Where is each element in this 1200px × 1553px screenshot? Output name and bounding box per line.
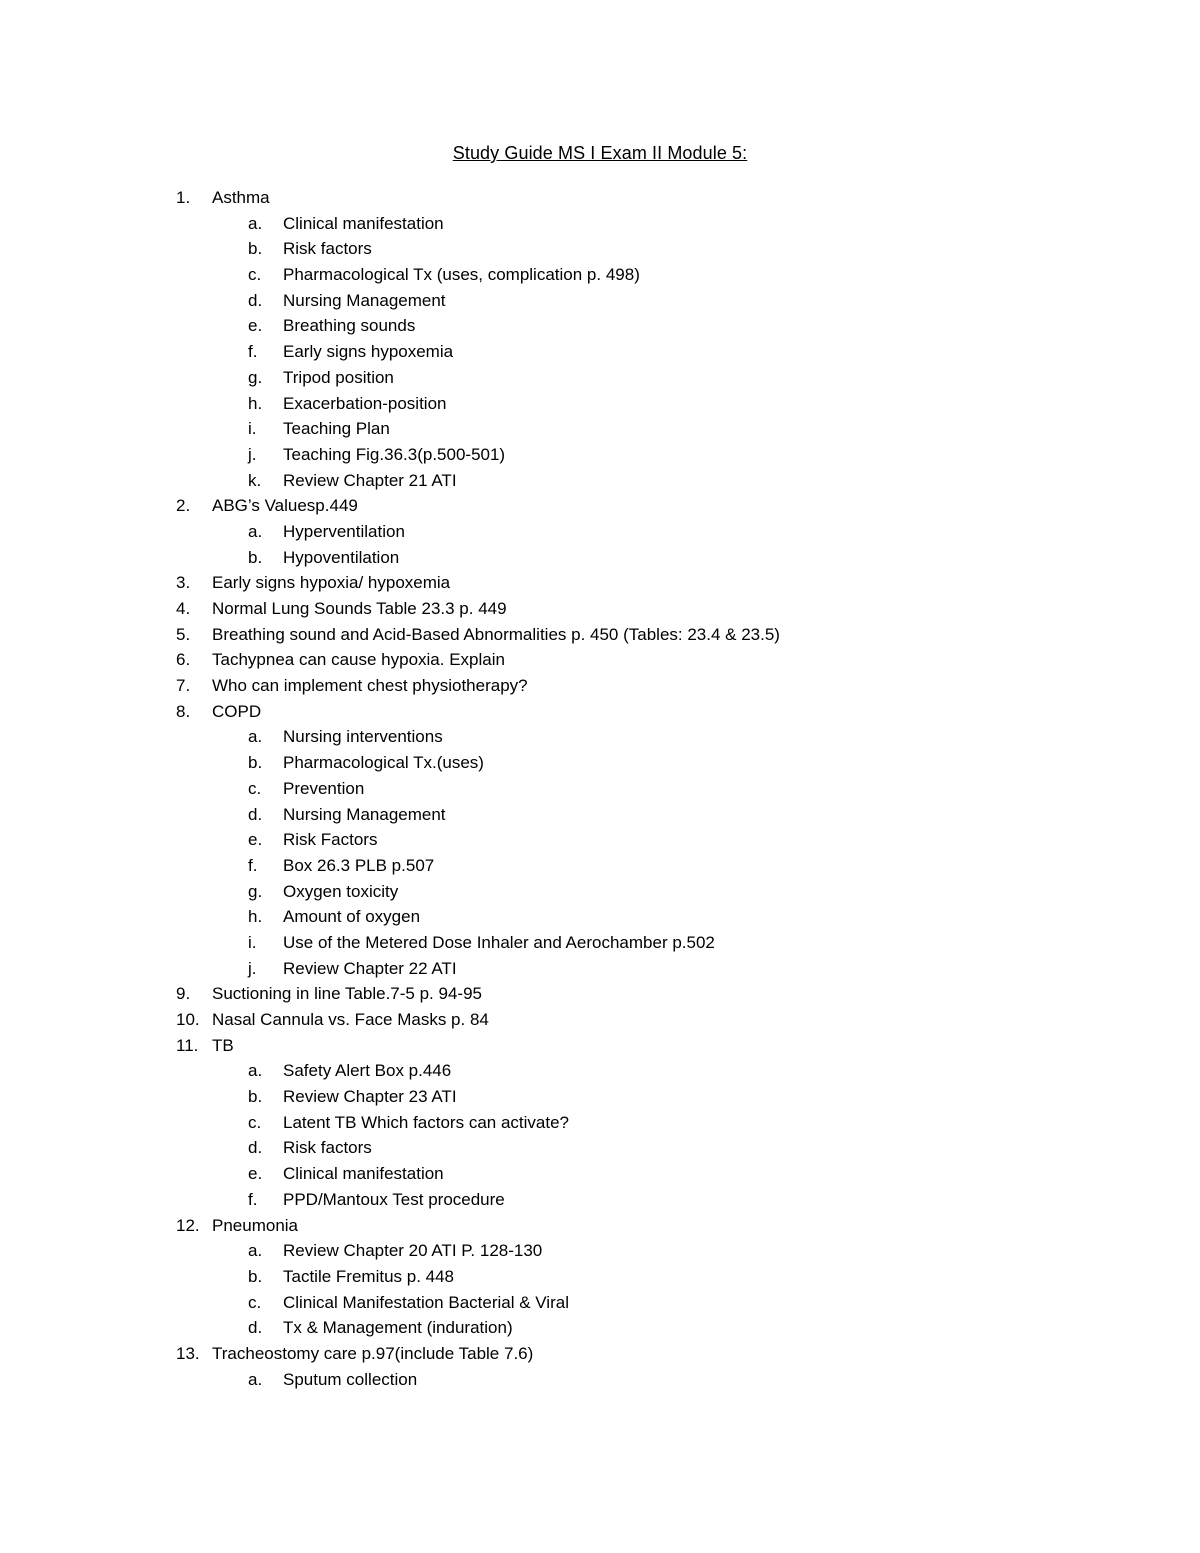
sub-item-text: Nursing Management <box>283 804 446 824</box>
item-text: Suctioning in line Table.7-5 p. 94-95 <box>212 984 482 1004</box>
sub-item-text: Hypoventilation <box>283 547 400 567</box>
sub-list-item <box>0 519 1200 545</box>
sub-list-item <box>0 879 1200 905</box>
sub-list-item <box>0 1238 1200 1264</box>
sub-item-letter: b. <box>248 1087 263 1107</box>
sub-item-text: Review Chapter 22 ATI <box>283 958 457 978</box>
item-number: 10. <box>176 1010 200 1029</box>
sub-item-letter: d. <box>248 290 263 310</box>
sub-item-text: Pharmacological Tx (uses, complication p. 498) <box>283 265 640 285</box>
sub-list-item <box>0 956 1200 982</box>
item-number: 13. <box>176 1343 200 1363</box>
sub-item-letter: a. <box>248 1241 263 1261</box>
sub-list-item <box>0 416 1200 442</box>
item-number: 3. <box>176 573 191 593</box>
sub-item-letter: e. <box>248 830 263 850</box>
sub-item-text: Safety Alert Box p.446 <box>283 1061 452 1081</box>
list-item <box>0 699 1200 725</box>
page-title: Study Guide MS I Exam II Module 5: <box>452 143 748 163</box>
item-text: ABG’s Valuesp.449 <box>212 496 358 516</box>
sub-item-text: Box 26.3 PLB p.507 <box>283 855 435 875</box>
sub-item-letter: i. <box>248 932 257 952</box>
sub-item-letter: h. <box>248 907 263 927</box>
item-number: 1. <box>176 188 191 207</box>
sub-item-text: PPD/Mantoux Test procedure <box>283 1189 505 1209</box>
sub-list-item <box>0 236 1200 262</box>
sub-item-letter: i. <box>248 419 257 439</box>
sub-item-letter: a. <box>248 1369 263 1389</box>
sub-item-text: Tactile Fremitus p. 448 <box>283 1266 455 1286</box>
item-number: 8. <box>176 701 191 721</box>
sub-item-letter: j. <box>248 958 257 978</box>
item-text: Tracheostomy care p.97(include Table 7.6) <box>212 1343 534 1363</box>
list-item <box>0 493 1200 519</box>
sub-item-letter: d. <box>248 1318 263 1338</box>
sub-item-text: Hyperventilation <box>283 521 405 541</box>
study-guide-list <box>0 185 1200 1392</box>
sub-list-item <box>0 1135 1200 1161</box>
item-text: Asthma <box>212 188 270 207</box>
sub-item-letter: b. <box>248 1266 263 1286</box>
sub-list-item <box>0 468 1200 494</box>
sub-item-letter: c. <box>248 778 262 798</box>
sub-item-text: Amount of oxygen <box>283 907 421 927</box>
sub-item-text: Clinical Manifestation Bacterial & Viral <box>283 1292 569 1312</box>
sub-item-text: Nursing interventions <box>283 727 443 747</box>
sub-list-item <box>0 339 1200 365</box>
list-item <box>0 1341 1200 1367</box>
sub-item-letter: a. <box>248 727 263 747</box>
sub-item-letter: b. <box>248 753 263 773</box>
sub-item-letter: j. <box>248 444 257 464</box>
list-item <box>0 1033 1200 1059</box>
sub-item-text: Risk Factors <box>283 830 378 850</box>
sub-item-letter: a. <box>248 1061 263 1081</box>
sub-list-item <box>0 313 1200 339</box>
sub-item-letter: c. <box>248 1112 262 1132</box>
item-text: Pneumonia <box>212 1215 299 1235</box>
sub-item-text: Tx & Management (induration) <box>283 1318 513 1338</box>
item-text: Nasal Cannula vs. Face Masks p. 84 <box>212 1010 489 1029</box>
sub-item-letter: e. <box>248 1164 263 1184</box>
sub-item-text: Risk factors <box>283 239 372 259</box>
sub-item-letter: c. <box>248 265 262 285</box>
list-item <box>0 596 1200 622</box>
sub-list-item <box>0 365 1200 391</box>
sub-item-letter: a. <box>248 521 263 541</box>
sub-item-letter: f. <box>248 855 258 875</box>
sub-list-item <box>0 1058 1200 1084</box>
item-text: Who can implement chest physiotherapy? <box>212 676 528 696</box>
sub-item-text: Clinical manifestation <box>283 213 444 233</box>
sub-list-item <box>0 1367 1200 1393</box>
sub-list-item <box>0 442 1200 468</box>
sub-item-letter: d. <box>248 804 263 824</box>
sub-item-text: Teaching Plan <box>283 419 390 439</box>
sub-item-text: Review Chapter 21 ATI <box>283 470 457 490</box>
sub-item-letter: d. <box>248 1138 263 1158</box>
sub-item-text: Clinical manifestation <box>283 1164 444 1184</box>
sub-list-item <box>0 750 1200 776</box>
sub-item-text: Review Chapter 23 ATI <box>283 1087 457 1107</box>
item-text: COPD <box>212 701 262 721</box>
sub-item-text: Sputum collection <box>283 1369 418 1389</box>
sub-list-item <box>0 724 1200 750</box>
sub-item-text: Exacerbation-position <box>283 393 447 413</box>
sub-item-letter: c. <box>248 1292 262 1312</box>
list-item <box>0 981 1200 1007</box>
sub-item-letter: h. <box>248 393 263 413</box>
sub-list-item <box>0 904 1200 930</box>
sub-item-text: Latent TB Which factors can activate? <box>283 1112 569 1132</box>
item-text: Breathing sound and Acid-Based Abnormalities p. 450 (Tables: 23.4 & 23.5) <box>212 624 780 644</box>
sub-item-letter: b. <box>248 547 263 567</box>
item-number: 4. <box>176 599 191 618</box>
sub-list-item <box>0 1315 1200 1341</box>
sub-list-item <box>0 288 1200 314</box>
sub-list-item <box>0 1290 1200 1316</box>
list-item <box>0 570 1200 596</box>
sub-list-item <box>0 391 1200 417</box>
sub-item-text: Breathing sounds <box>283 316 416 336</box>
item-number: 11. <box>176 1035 199 1055</box>
item-text: TB <box>212 1035 234 1055</box>
item-number: 6. <box>176 650 191 670</box>
list-item <box>0 1007 1200 1033</box>
sub-list-item <box>0 1187 1200 1213</box>
sub-list-item <box>0 827 1200 853</box>
sub-list-item <box>0 1264 1200 1290</box>
sub-list-item <box>0 930 1200 956</box>
sub-list-item <box>0 853 1200 879</box>
sub-list-item <box>0 776 1200 802</box>
sub-list-item <box>0 802 1200 828</box>
sub-item-letter: f. <box>248 342 258 362</box>
sub-list-item <box>0 262 1200 288</box>
sub-item-letter: b. <box>248 239 263 259</box>
sub-item-letter: f. <box>248 1189 258 1209</box>
sub-item-letter: k. <box>248 470 262 490</box>
sub-item-text: Risk factors <box>283 1138 372 1158</box>
sub-item-text: Oxygen toxicity <box>283 881 399 901</box>
item-text: Early signs hypoxia/ hypoxemia <box>212 573 451 593</box>
list-item <box>0 622 1200 648</box>
item-number: 9. <box>176 984 191 1004</box>
sub-list-item <box>0 211 1200 237</box>
sub-item-letter: e. <box>248 316 263 336</box>
sub-item-text: Teaching Fig.36.3(p.500-501) <box>283 444 506 464</box>
item-text: Tachypnea can cause hypoxia. Explain <box>212 650 505 670</box>
sub-list-item <box>0 1084 1200 1110</box>
list-item <box>0 647 1200 673</box>
list-item <box>0 185 1200 211</box>
item-number: 12. <box>176 1215 200 1235</box>
item-number: 2. <box>176 496 191 516</box>
sub-item-text: Tripod position <box>283 367 394 387</box>
sub-item-letter: g. <box>248 881 263 901</box>
list-item <box>0 673 1200 699</box>
list-item <box>0 1213 1200 1239</box>
sub-item-text: Pharmacological Tx.(uses) <box>283 753 484 773</box>
sub-item-text: Use of the Metered Dose Inhaler and Aerochamber p.502 <box>283 932 715 952</box>
sub-item-text: Prevention <box>283 778 365 798</box>
sub-list-item <box>0 545 1200 571</box>
item-number: 5. <box>176 624 191 644</box>
sub-item-letter: a. <box>248 213 263 233</box>
sub-item-text: Early signs hypoxemia <box>283 342 454 362</box>
item-text: Normal Lung Sounds Table 23.3 p. 449 <box>212 599 507 618</box>
sub-item-text: Nursing Management <box>283 290 446 310</box>
sub-list-item <box>0 1161 1200 1187</box>
sub-list-item <box>0 1110 1200 1136</box>
item-number: 7. <box>176 676 191 696</box>
sub-item-letter: g. <box>248 367 263 387</box>
sub-item-text: Review Chapter 20 ATI P. 128-130 <box>283 1241 543 1261</box>
